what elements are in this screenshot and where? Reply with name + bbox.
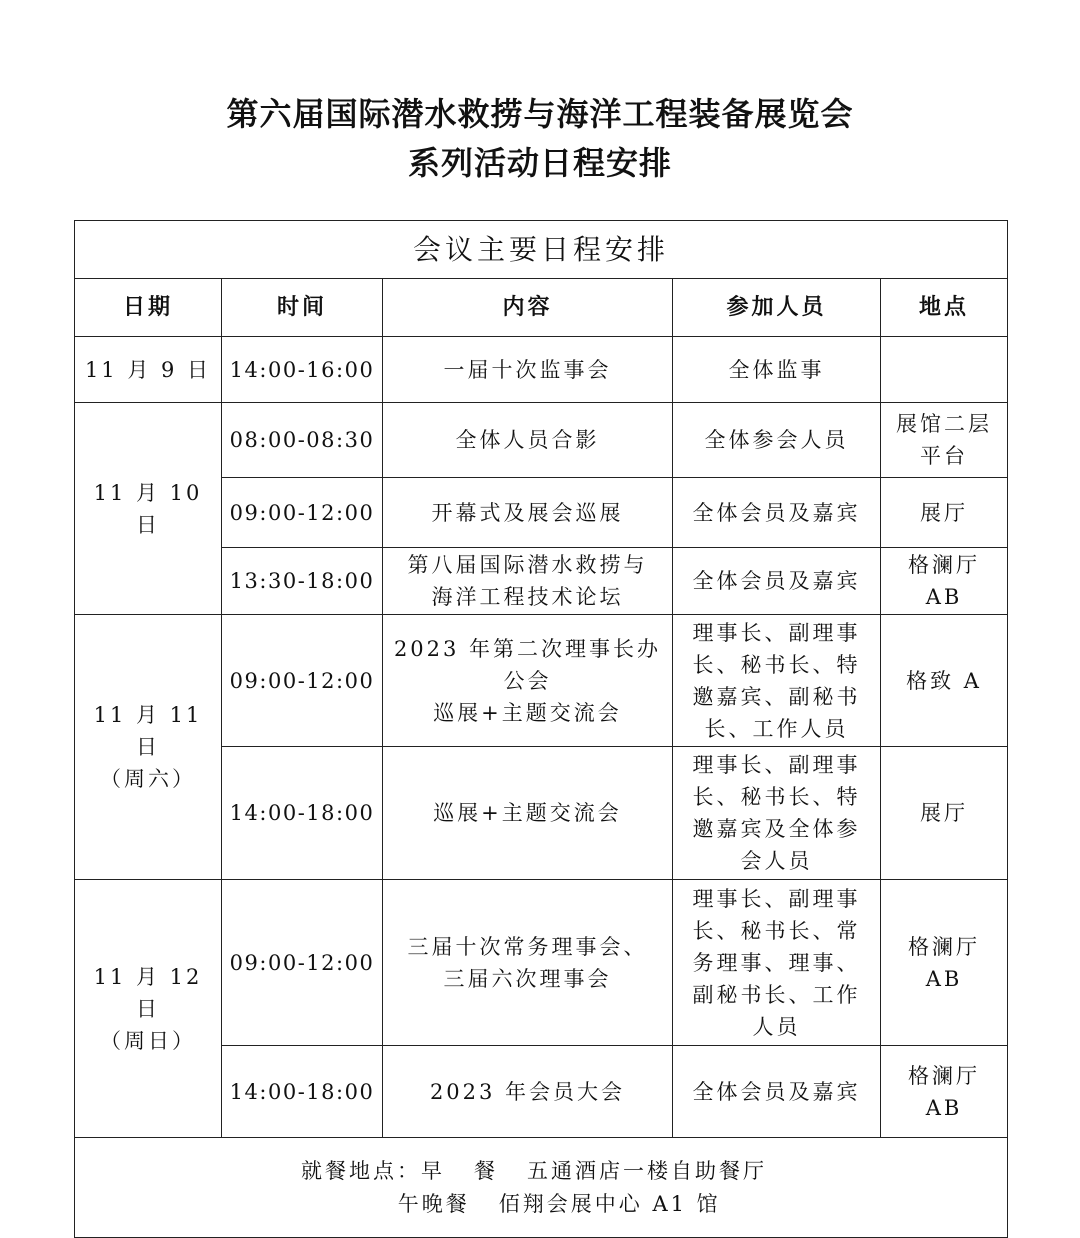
content-cell-line: 第八届国际潜水救捞与 — [407, 553, 648, 577]
attendees-cell — [673, 337, 881, 403]
content-cell-line: 三届六次理事会 — [443, 966, 612, 991]
attendees-cell-line: 邀嘉宾及全体参 — [692, 817, 861, 841]
time-cell: 14:00-18:00 — [222, 1046, 383, 1138]
attendees-cell-line: 人员 — [752, 1014, 801, 1039]
table-row — [75, 615, 1008, 747]
attendees-cell-line: 理事长、副理事 — [692, 753, 861, 777]
date-cell — [75, 337, 222, 403]
content-cell-line: 全体人员合影 — [455, 428, 600, 452]
location-cell — [881, 478, 1008, 548]
attendees-cell-line: 全体会员及嘉宾 — [692, 500, 861, 525]
attendees-cell — [673, 478, 881, 548]
location-cell-line: 格澜厅 AB — [908, 1063, 980, 1120]
content-cell-line: 公会 — [503, 668, 552, 693]
column-header-content: 内容 — [383, 279, 673, 337]
content-cell-line: 开幕式及展会巡展 — [431, 500, 624, 525]
location-cell-line: 格澜厅 AB — [908, 553, 980, 609]
location-cell — [881, 880, 1008, 1046]
column-header-time: 时间 — [222, 279, 383, 337]
content-cell-line: 海洋工程技术论坛 — [431, 585, 624, 609]
attendees-cell — [673, 548, 881, 615]
content-cell — [383, 880, 673, 1046]
attendees-cell-line: 会人员 — [740, 849, 813, 873]
column-header-attendees: 参加人员 — [673, 279, 881, 337]
content-cell — [383, 403, 673, 478]
attendees-cell-line: 长、秘书长、特 — [692, 785, 861, 809]
document-title-line-1: 第六届国际潜水救捞与海洋工程装备展览会 — [226, 95, 854, 133]
time-cell: 09:00-12:00 — [222, 880, 383, 1046]
content-cell-line: 三届十次常务理事会、 — [407, 934, 648, 959]
attendees-cell-line: 全体会员及嘉宾 — [692, 1079, 861, 1104]
dining-info — [75, 1138, 1008, 1238]
date-cell-line: （周六） — [100, 767, 196, 791]
location-cell-line: 平台 — [920, 444, 968, 468]
location-cell-line: 格澜厅 AB — [908, 934, 980, 991]
attendees-cell — [673, 1046, 881, 1138]
attendees-cell — [673, 615, 881, 747]
attendees-cell-line: 副秘书长、工作 — [692, 982, 861, 1007]
table-caption: 会议主要日程安排 — [75, 221, 1008, 279]
content-cell — [383, 337, 673, 403]
date-cell — [75, 880, 222, 1138]
column-header-date: 日期 — [75, 279, 222, 337]
content-cell-line: 一届十次监事会 — [443, 357, 612, 382]
table-row — [75, 880, 1008, 1046]
location-cell — [881, 337, 1008, 403]
date-cell-line: 11 月 9 日 — [84, 357, 212, 382]
location-cell — [881, 403, 1008, 478]
time-cell: 09:00-12:00 — [222, 615, 383, 747]
attendees-cell-line: 长、秘书长、特 — [692, 652, 861, 677]
location-cell — [881, 1046, 1008, 1138]
table-row — [75, 337, 1008, 403]
content-cell — [383, 1046, 673, 1138]
attendees-cell-line: 务理事、理事、 — [692, 950, 861, 975]
attendees-cell-line: 全体监事 — [728, 357, 825, 382]
schedule-table — [74, 220, 1008, 1238]
document-title-line-2: 系列活动日程安排 — [407, 144, 672, 182]
content-cell-line: 巡展+主题交流会 — [433, 801, 622, 825]
attendees-cell — [673, 403, 881, 478]
location-cell — [881, 747, 1008, 880]
time-cell: 14:00-18:00 — [222, 747, 383, 880]
caption-row — [75, 221, 1008, 279]
date-cell-line: 11 月 12 日 — [93, 964, 203, 1021]
location-cell — [881, 615, 1008, 747]
attendees-cell-line: 邀嘉宾、副秘书 — [692, 684, 861, 709]
date-cell — [75, 615, 222, 880]
time-cell: 13:30-18:00 — [222, 548, 383, 615]
attendees-cell-line: 全体参会人员 — [704, 428, 849, 452]
location-cell — [881, 548, 1008, 615]
date-cell — [75, 403, 222, 615]
date-cell-line: 11 月 10 日 — [93, 480, 203, 537]
content-cell-line: 2023 年第二次理事长办 — [393, 636, 662, 661]
footer-row — [75, 1138, 1008, 1238]
time-cell: 08:00-08:30 — [222, 403, 383, 478]
attendees-cell-line: 长、秘书长、常 — [692, 918, 861, 943]
date-cell-line: 11 月 11 日 — [93, 703, 203, 759]
attendees-cell-line: 理事长、副理事 — [692, 620, 861, 645]
column-header-location: 地点 — [881, 279, 1008, 337]
attendees-cell — [673, 747, 881, 880]
attendees-cell-line: 全体会员及嘉宾 — [692, 569, 861, 593]
location-cell-line: 展厅 — [920, 500, 968, 525]
header-row — [75, 279, 1008, 337]
content-cell — [383, 548, 673, 615]
content-cell-line: 巡展+主题交流会 — [433, 700, 622, 725]
attendees-cell — [673, 880, 881, 1046]
content-cell — [383, 478, 673, 548]
location-cell-line: 展馆二层 — [896, 412, 992, 436]
location-cell-line: 展厅 — [920, 801, 968, 825]
location-cell-line: 格致 A — [906, 668, 982, 693]
attendees-cell-line: 理事长、副理事 — [692, 886, 861, 911]
dining-info-line: 就餐地点：早 餐 五通酒店一楼自助餐厅 — [301, 1158, 768, 1183]
date-cell-line: （周日） — [100, 1028, 196, 1053]
time-cell: 14:00-16:00 — [222, 337, 383, 403]
content-cell — [383, 615, 673, 747]
table-row — [75, 403, 1008, 478]
attendees-cell-line: 长、工作人员 — [704, 716, 849, 741]
time-cell: 09:00-12:00 — [222, 478, 383, 548]
content-cell-line: 2023 年会员大会 — [429, 1079, 626, 1104]
content-cell — [383, 747, 673, 880]
dining-info-line: 午晚餐 佰翔会展中心 A1 馆 — [301, 1191, 721, 1216]
